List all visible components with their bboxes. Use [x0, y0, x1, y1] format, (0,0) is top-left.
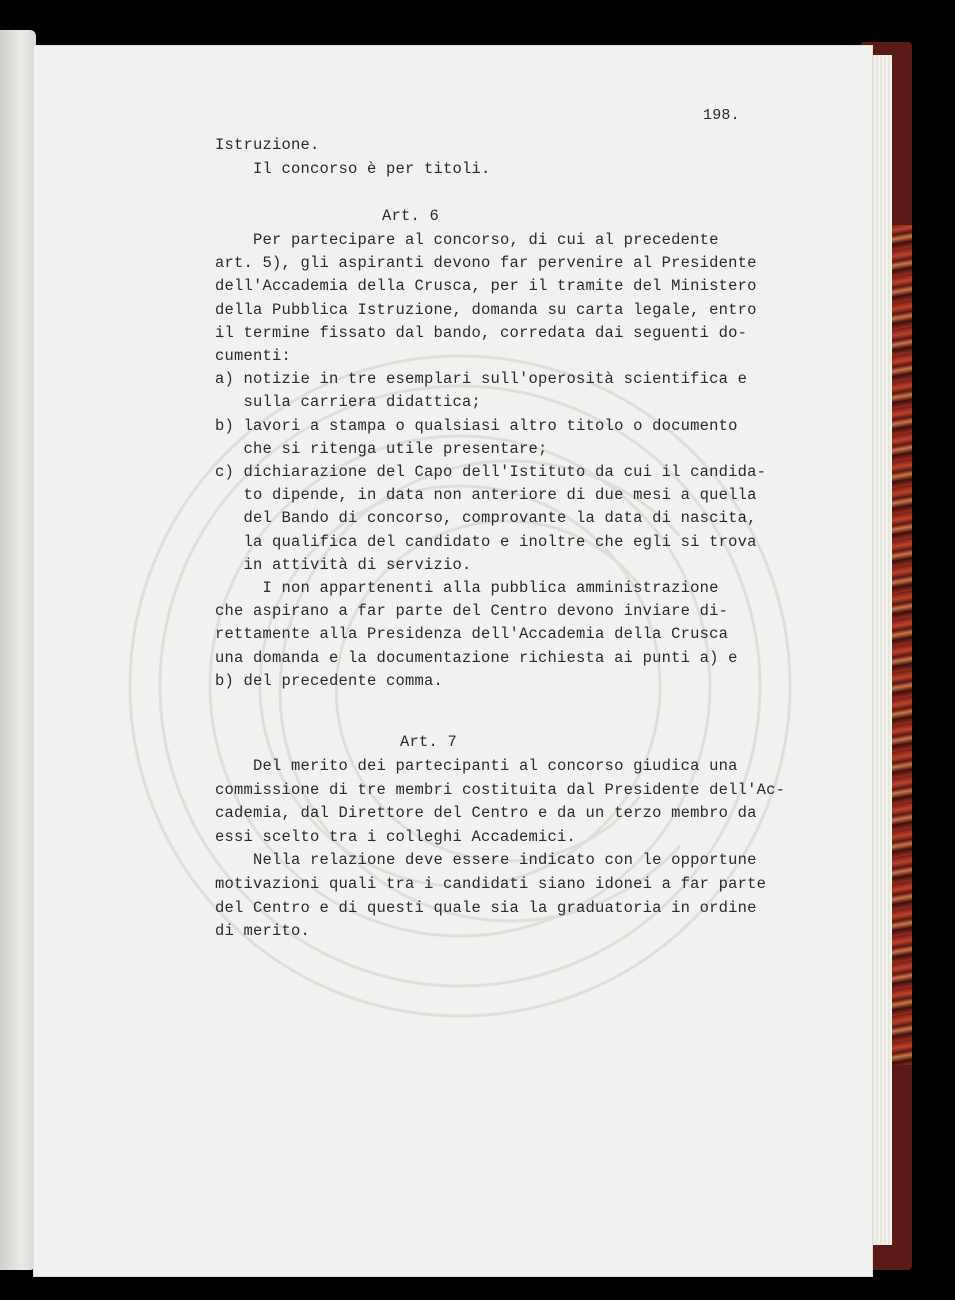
text-line: art. 5), gli aspiranti devono far pervenire al Presidente [215, 254, 757, 273]
text-line: a) notizie in tre esemplari sull'operosità scientifica e [215, 370, 748, 389]
text-line: Nella relazione deve essere indicato con le opportune [215, 851, 757, 870]
facing-page-edge [0, 30, 36, 1270]
text-line: b) lavori a stampa o qualsiasi altro titolo o documento [215, 416, 738, 435]
text-line: c) dichiarazione del Capo dell'Istituto da cui il candida- [215, 463, 767, 481]
text-line: b) del precedente comma. [215, 671, 444, 690]
text-line: del Centro e di questi quale sia la graduatoria in ordine [215, 898, 757, 917]
text-line: cumenti: [215, 347, 292, 365]
typewritten-text [34, 46, 872, 1276]
page-number: 198. [703, 107, 740, 124]
text-line: Del merito dei partecipanti al concorso giudica una [215, 757, 738, 775]
article-6-heading: Art. 6 [382, 207, 440, 225]
document-page [34, 46, 872, 1276]
text-line: del Bando di concorso, comprovante la data di nascita, [215, 509, 757, 528]
text-line: to dipende, in data non anteriore di due mesi a quella [215, 486, 757, 505]
text-line: una domanda e la documentazione richiesta ai punti a) e [215, 648, 738, 667]
text-line: rettamente alla Presidenza dell'Accademia della Crusca [215, 625, 729, 644]
text-line: la qualifica del candidato e inoltre che egli si trova [215, 532, 757, 551]
text-line: che aspirano a far parte del Centro devono inviare di- [215, 602, 729, 621]
text-line: dell'Accademia della Crusca, per il tramite del Ministero [215, 277, 757, 296]
text-line: motivazioni quali tra i candidati siano idonei a far parte [215, 875, 767, 893]
text-line: commissione di tre membri costituita dal Presidente dell'Ac- [215, 780, 786, 799]
text-line: di merito. [215, 922, 311, 941]
text-line: cademia, dal Direttore del Centro e da un terzo membro da [215, 804, 757, 823]
text-line: che si ritenga utile presentare; [215, 439, 548, 458]
text-line: I non appartenenti alla pubblica amministrazione [215, 579, 719, 597]
article-7-heading: Art. 7 [400, 733, 458, 751]
text-line: Istruzione. [215, 136, 320, 154]
text-line: Il concorso è per titoli. [215, 160, 491, 178]
text-line: Per partecipare al concorso, di cui al precedente [215, 231, 719, 249]
text-line: della Pubblica Istruzione, domanda su carta legale, entro [215, 300, 757, 319]
text-line: essi scelto tra i colleghi Accademici. [215, 827, 577, 846]
text-line: in attività di servizio. [215, 555, 472, 574]
text-line: il termine fissato dal bando, corredata dai seguenti do- [215, 323, 748, 342]
text-line: sulla carriera didattica; [215, 393, 482, 412]
